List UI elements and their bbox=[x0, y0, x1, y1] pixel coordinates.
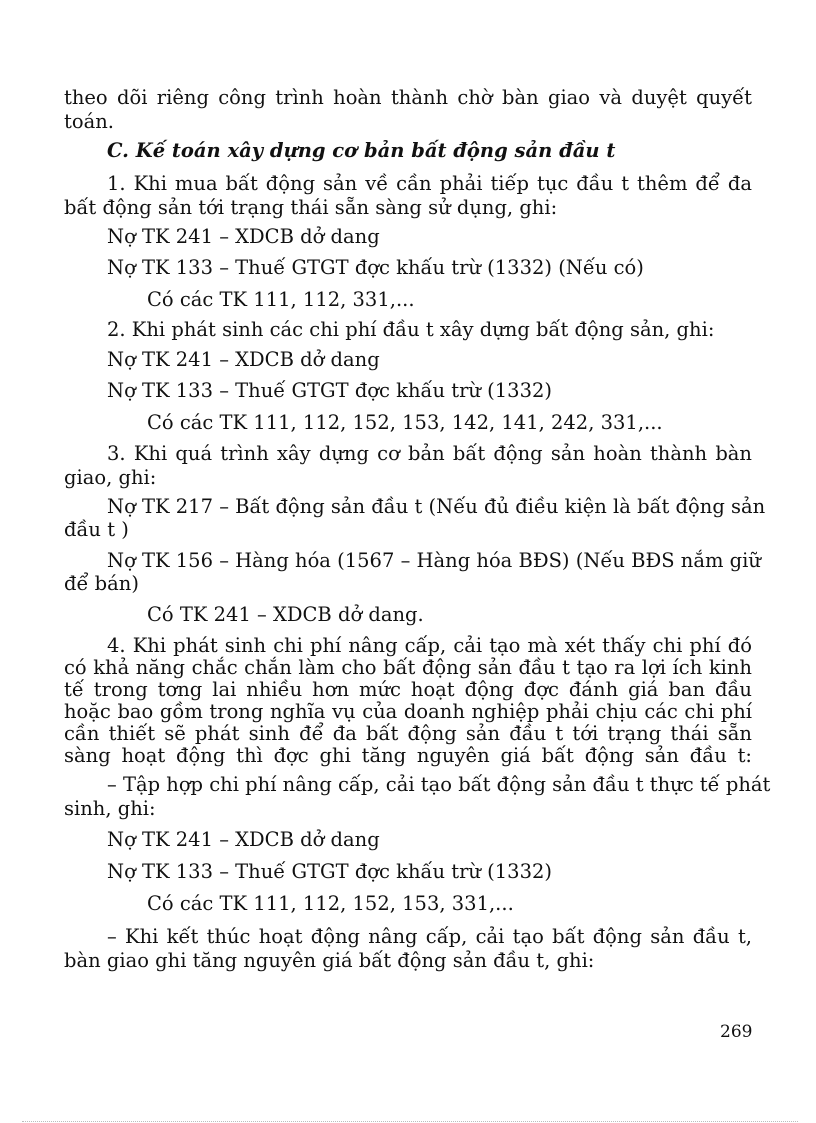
text-line: đầu t ) bbox=[64, 518, 129, 541]
journal-entry-line: Nợ TK 133 – Thuế GTGT đợc khấu trừ (1332) bbox=[107, 860, 553, 883]
text-line: sàng hoạt động thì đợc ghi tăng nguyên giá bất động sản đầu t: bbox=[64, 744, 752, 767]
journal-entry-line: Nợ TK 241 – XDCB dở dang bbox=[107, 348, 380, 371]
journal-entry-line: Nợ TK 133 – Thuế GTGT đợc khấu trừ (1332) (Nếu có) bbox=[107, 256, 644, 279]
text-line: – Khi kết thúc hoạt động nâng cấp, cải tạo bất động sản đầu t, bbox=[107, 925, 752, 948]
journal-entry-line: Nợ TK 156 – Hàng hóa (1567 – Hàng hóa BĐS) (Nếu BĐS nắm giữ bbox=[107, 549, 761, 572]
text-line: tế trong tơng lai nhiều hơn mức hoạt động đợc đánh giá ban đầu bbox=[64, 678, 752, 701]
text-line: giao, ghi: bbox=[64, 466, 157, 489]
text-line: 3. Khi quá trình xây dựng cơ bản bất động sản hoàn thành bàn bbox=[107, 442, 752, 465]
journal-entry-line: Nợ TK 133 – Thuế GTGT đợc khấu trừ (1332) bbox=[107, 379, 553, 402]
page-number: 269 bbox=[720, 1022, 753, 1042]
text-line: toán. bbox=[64, 110, 114, 133]
text-line: sinh, ghi: bbox=[64, 797, 156, 820]
journal-entry-line: Nợ TK 241 – XDCB dở dang bbox=[107, 828, 380, 851]
text-line: 1. Khi mua bất động sản về cần phải tiếp tục đầu t thêm để đa bbox=[107, 172, 752, 195]
journal-entry-line: Có các TK 111, 112, 152, 153, 331,... bbox=[147, 892, 514, 915]
text-line: để bán) bbox=[64, 572, 139, 595]
journal-entry-line: Có TK 241 – XDCB dở dang. bbox=[147, 603, 424, 626]
text-line: bàn giao ghi tăng nguyên giá bất động sản đầu t, ghi: bbox=[64, 949, 595, 972]
text-line: theo dõi riêng công trình hoàn thành chờ bàn giao và duyệt quyết bbox=[64, 86, 752, 109]
journal-entry-line: Có các TK 111, 112, 152, 153, 142, 141, 242, 331,... bbox=[147, 411, 663, 434]
section-heading: C. Kế toán xây dựng cơ bản bất động sản đầu t bbox=[107, 139, 616, 162]
journal-entry-line: Nợ TK 217 – Bất động sản đầu t (Nếu đủ điều kiện là bất động sản bbox=[107, 495, 766, 518]
text-line: cần thiết sẽ phát sinh để đa bất động sản đầu t tới trạng thái sẵn bbox=[64, 722, 752, 745]
text-line: bất động sản tới trạng thái sẵn sàng sử dụng, ghi: bbox=[64, 196, 558, 219]
text-line: có khả năng chắc chắn làm cho bất động sản đầu t tạo ra lợi ích kinh bbox=[64, 656, 752, 679]
text-line: 4. Khi phát sinh chi phí nâng cấp, cải tạo mà xét thấy chi phí đó bbox=[107, 634, 752, 657]
text-line: – Tập hợp chi phí nâng cấp, cải tạo bất động sản đầu t thực tế phát bbox=[107, 773, 771, 796]
footer-divider bbox=[22, 1121, 798, 1122]
text-line: hoặc bao gồm trong nghĩa vụ của doanh nghiệp phải chịu các chi phí bbox=[64, 700, 752, 723]
journal-entry-line: Nợ TK 241 – XDCB dở dang bbox=[107, 225, 380, 248]
journal-entry-line: Có các TK 111, 112, 331,... bbox=[147, 288, 415, 311]
text-line: 2. Khi phát sinh các chi phí đầu t xây dựng bất động sản, ghi: bbox=[107, 318, 715, 341]
